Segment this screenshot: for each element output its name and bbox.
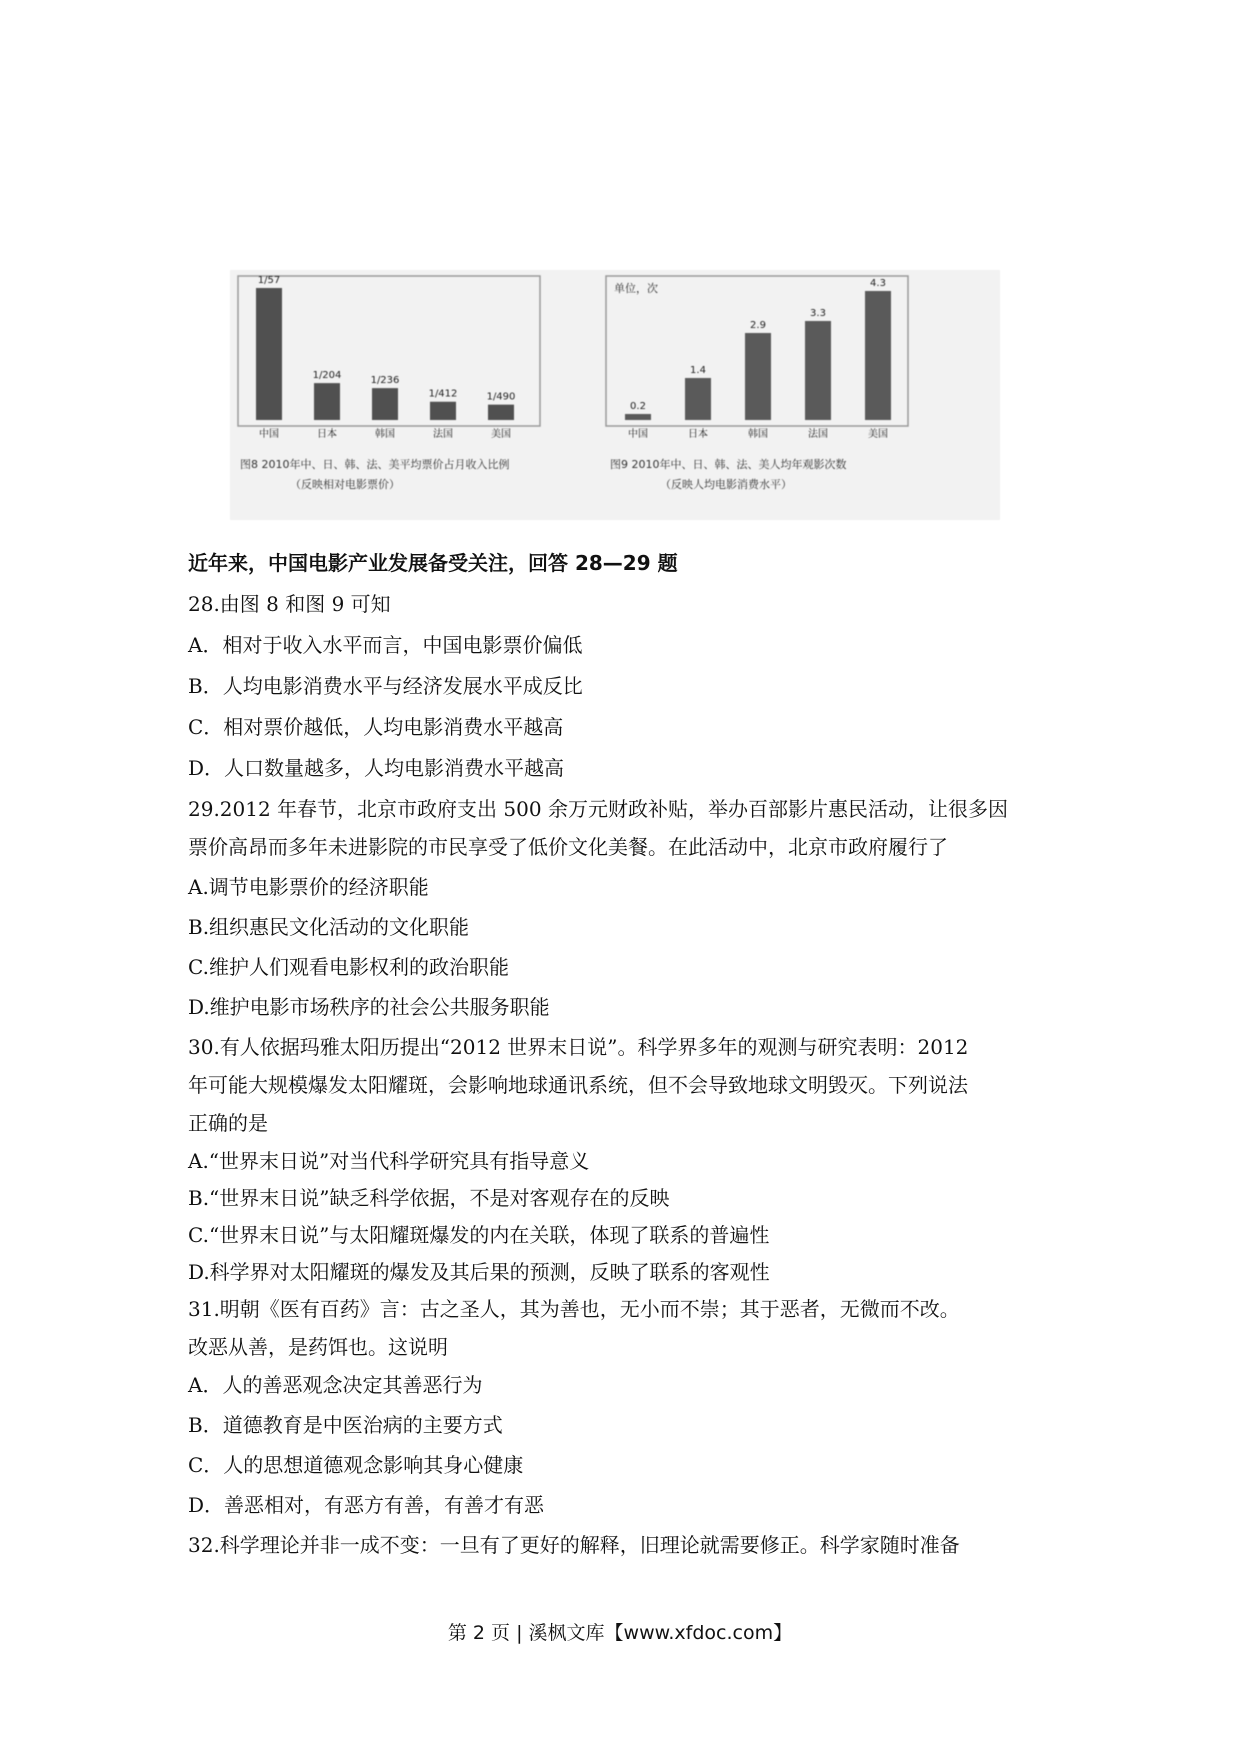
figure-scan-area [230, 270, 1000, 520]
q31-stem-line1: 31.明朝《医有百药》言：古之圣人，其为善也，无小而不崇；其于恶者，无微而不改。 [188, 1297, 960, 1321]
q31-option-a: A．人的善恶观念决定其善恶行为 [188, 1373, 483, 1397]
bar [805, 321, 831, 420]
section-intro: 近年来，中国电影产业发展备受关注，回答 28—29 题 [188, 551, 678, 575]
bar [745, 333, 771, 420]
bar [488, 405, 514, 420]
tick-label: 美国 [491, 429, 511, 440]
q31-option-c: C．人的思想道德观念影响其身心健康 [188, 1453, 524, 1477]
q30-option-a: A.“世界末日说”对当代科学研究具有指导意义 [188, 1149, 590, 1173]
q29-option-d: D.维护电影市场秩序的社会公共服务职能 [188, 995, 550, 1019]
q30-option-c: C.“世界末日说”与太阳耀斑爆发的内在关联，体现了联系的普遍性 [188, 1223, 770, 1247]
figure-9-subtitle: （反映人均电影消费水平） [660, 478, 792, 491]
q30-stem-line3: 正确的是 [188, 1111, 268, 1135]
tick-label: 韩国 [375, 429, 395, 440]
data-label: 3.3 [810, 308, 826, 319]
q29-option-a: A.调节电影票价的经济职能 [188, 875, 429, 899]
data-label: 1/412 [428, 388, 458, 400]
q28-option-a: A．相对于收入水平而言，中国电影票价偏低 [188, 633, 583, 657]
q28-option-c: C．相对票价越低，人均电影消费水平越高 [188, 715, 564, 739]
q28-option-b: B．人均电影消费水平与经济发展水平成反比 [188, 674, 583, 698]
bar [625, 414, 651, 420]
data-label: 1/204 [312, 370, 342, 382]
figure-9-title: 图9 2010年中、日、韩、法、美人均年观影次数 [610, 458, 847, 471]
q29-stem-line2: 票价高昂而多年未进影院的市民享受了低价文化美餐。在此活动中，北京市政府履行了 [188, 835, 948, 859]
q30-option-d: D.科学界对太阳耀斑的爆发及其后果的预测，反映了联系的客观性 [188, 1260, 770, 1284]
q29-option-c: C.维护人们观看电影权利的政治职能 [188, 955, 509, 979]
q32-stem-line1: 32.科学理论并非一成不变：一旦有了更好的解释，旧理论就需要修正。科学家随时准备 [188, 1533, 960, 1557]
tick-label: 法国 [808, 429, 828, 440]
tick-label: 日本 [317, 429, 337, 440]
tick-label: 中国 [628, 429, 648, 440]
figure-8-title: 图8 2010年中、日、韩、法、美平均票价占月收入比例 [240, 458, 510, 471]
data-label: 1/236 [370, 375, 400, 387]
figure-8-subtitle: （反映相对电影票价） [290, 478, 400, 491]
bar [685, 378, 711, 420]
data-label: 0.2 [630, 401, 646, 412]
data-label: 1/490 [486, 391, 516, 403]
tick-label: 韩国 [748, 429, 768, 440]
tick-label: 美国 [868, 429, 888, 440]
q31-option-b: B．道德教育是中医治病的主要方式 [188, 1413, 503, 1437]
tick-label: 中国 [259, 429, 279, 440]
data-label: 1/57 [257, 275, 281, 286]
q29-option-b: B.组织惠民文化活动的文化职能 [188, 915, 470, 939]
q31-option-d: D．善恶相对，有恶方有善，有善才有恶 [188, 1493, 545, 1517]
q30-stem-line2: 年可能大规模爆发太阳耀斑，会影响地球通讯系统，但不会导致地球文明毁灭。下列说法 [188, 1073, 968, 1097]
q28-stem: 28.由图 8 和图 9 可知 [188, 592, 391, 616]
q31-stem-line2: 改恶从善，是药饵也。这说明 [188, 1335, 448, 1359]
figure-9-chart [600, 270, 970, 520]
bar [430, 402, 456, 420]
figure-8-chart [230, 270, 550, 520]
data-label: 4.3 [870, 278, 886, 289]
q29-stem-line1: 29.2012 年春节，北京市政府支出 500 余万元财政补贴，举办百部影片惠民活动，让很多因 [188, 797, 1008, 821]
q30-option-b: B.“世界末日说”缺乏科学依据，不是对客观存在的反映 [188, 1186, 670, 1210]
bar [314, 383, 340, 420]
q28-option-d: D．人口数量越多，人均电影消费水平越高 [188, 756, 565, 780]
bar [372, 388, 398, 420]
q30-stem-line1: 30.有人依据玛雅太阳历提出“2012 世界末日说”。科学界多年的观测与研究表明：2012 [188, 1035, 969, 1059]
figure-9-unit-label: 单位，次 [614, 282, 658, 295]
tick-label: 日本 [688, 429, 708, 440]
data-label: 2.9 [750, 320, 766, 331]
data-label: 1.4 [690, 365, 706, 376]
page-footer: 第 2 页 | 溪枫文库【www.xfdoc.com】 [447, 1622, 793, 1644]
bar [256, 288, 282, 420]
tick-label: 法国 [433, 429, 453, 440]
bar [865, 291, 891, 420]
